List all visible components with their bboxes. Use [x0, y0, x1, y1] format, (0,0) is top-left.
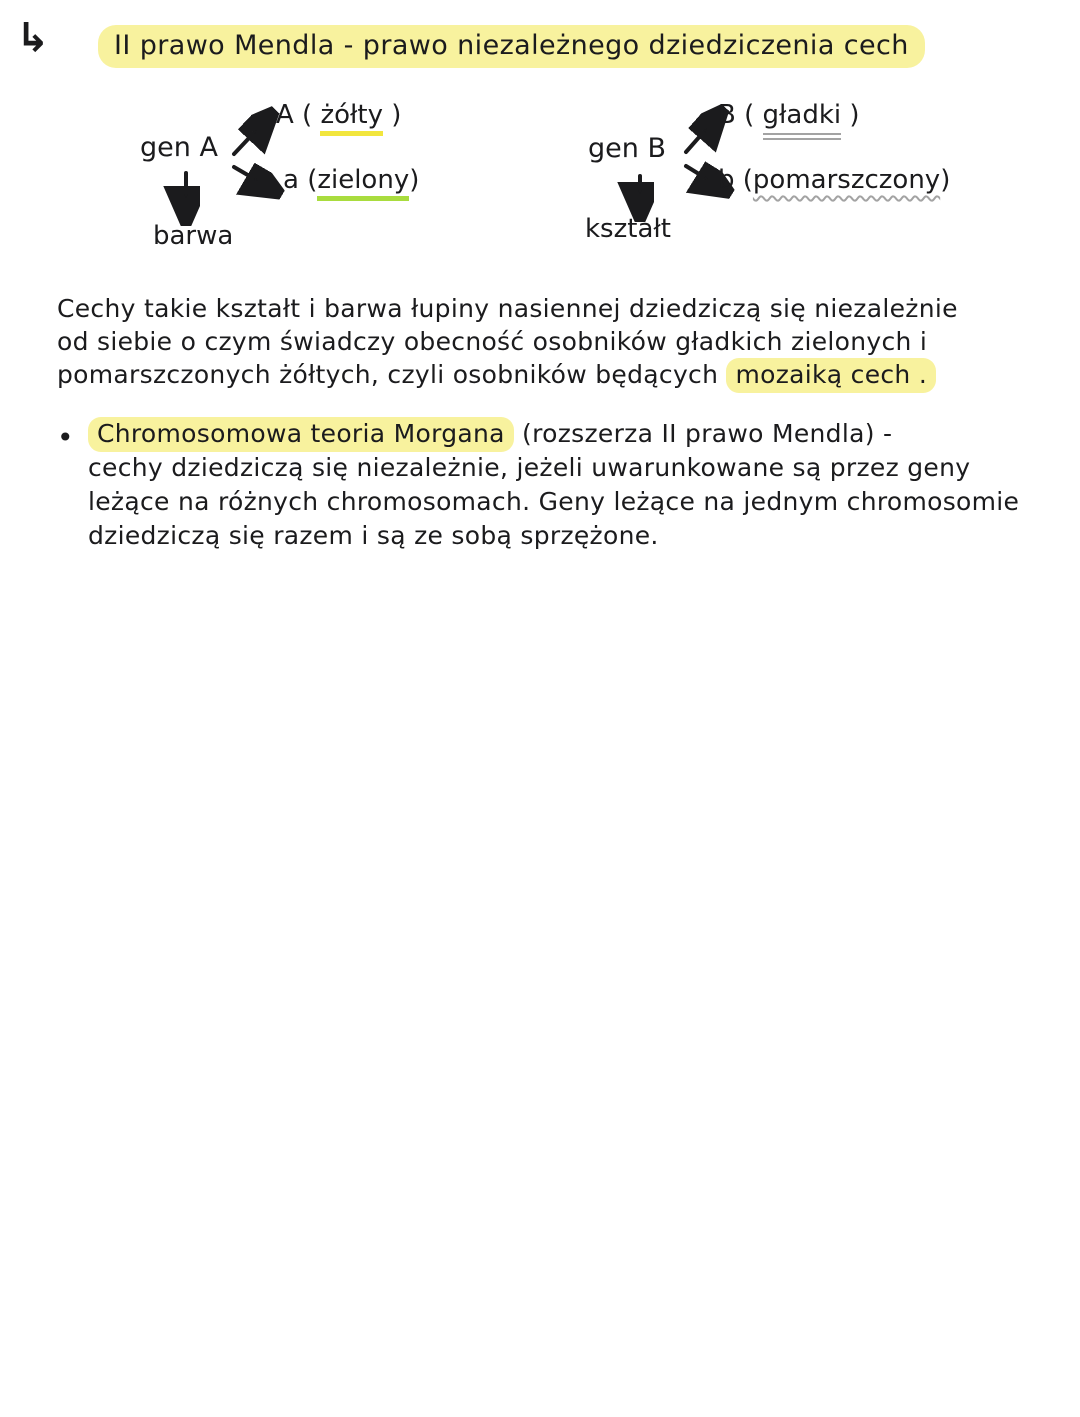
paragraph-line: Cechy takie kształt i barwa łupiny nasiennej dziedziczą się niezależnie: [57, 294, 958, 323]
allele-a-dominant-close: ): [383, 100, 402, 130]
morgan-theory-note: [88, 417, 1019, 553]
allele-b-dominant-symbol: B (: [718, 100, 763, 130]
allele-a-dominant-symbol: A (: [276, 100, 321, 130]
note-line-text: (rozszerza II prawo Mendla) -: [513, 419, 893, 448]
arrow-to-dominant-icon: [234, 120, 266, 154]
paragraph-line-text: pomarszczonych żółtych, czyli osobników będących: [57, 360, 727, 389]
note-line: leżące na różnych chromosomach. Geny leżące na jednym chromosomie: [88, 487, 1020, 516]
gene-b-label: gen B: [588, 133, 666, 164]
mozaika-cech-highlight: mozaiką cech .: [726, 358, 936, 393]
arrow-to-recessive-icon: [234, 167, 270, 188]
trait-zolty-underlined: żółty: [320, 100, 383, 136]
gene-a-recessive-allele: [283, 165, 419, 195]
trait-gladki-underlined: gładki: [763, 100, 842, 140]
gene-b-recessive-allele: [718, 165, 950, 195]
allele-b-dominant-close: ): [841, 100, 860, 130]
gene-a-arrows-icon: [170, 100, 285, 235]
morgan-theory-highlight: Chromosomowa teoria Morgana: [88, 417, 514, 452]
note-line: [88, 417, 1019, 451]
bullet-point: •: [57, 421, 74, 454]
allele-b-recessive-close: ): [940, 165, 951, 195]
paragraph-line: [57, 358, 958, 391]
gene-a-feature-label: barwa: [153, 221, 234, 251]
return-arrow-icon: ↳: [16, 15, 50, 61]
allele-b-recessive-symbol: b (: [718, 165, 753, 195]
gene-a-label: gen A: [140, 132, 218, 163]
paragraph-line: od siebie o czym świadczy obecność osobników gładkich zielonych i: [57, 327, 928, 356]
arrow-to-dominant-icon: [686, 118, 716, 152]
page-title: [98, 30, 925, 61]
gene-a-dominant-allele: [276, 100, 401, 130]
gene-b-dominant-allele: [718, 100, 860, 130]
trait-pomarszczony-underlined: pomarszczony: [752, 165, 941, 195]
allele-a-recessive-symbol: a (: [283, 165, 318, 195]
inheritance-paragraph: [57, 292, 958, 391]
trait-zielony-underlined: zielony: [317, 165, 409, 201]
gene-b-feature-label: kształt: [585, 214, 671, 244]
note-line: cechy dziedziczą się niezależnie, jeżeli uwarunkowane są przez geny: [88, 453, 971, 482]
page-title-highlight: II prawo Mendla - prawo niezależnego dziedziczenia cech: [98, 25, 925, 68]
allele-a-recessive-close: ): [409, 165, 420, 195]
note-line: dziedziczą się razem i są ze sobą sprzężone.: [88, 521, 659, 550]
arrow-to-recessive-icon: [686, 166, 720, 187]
